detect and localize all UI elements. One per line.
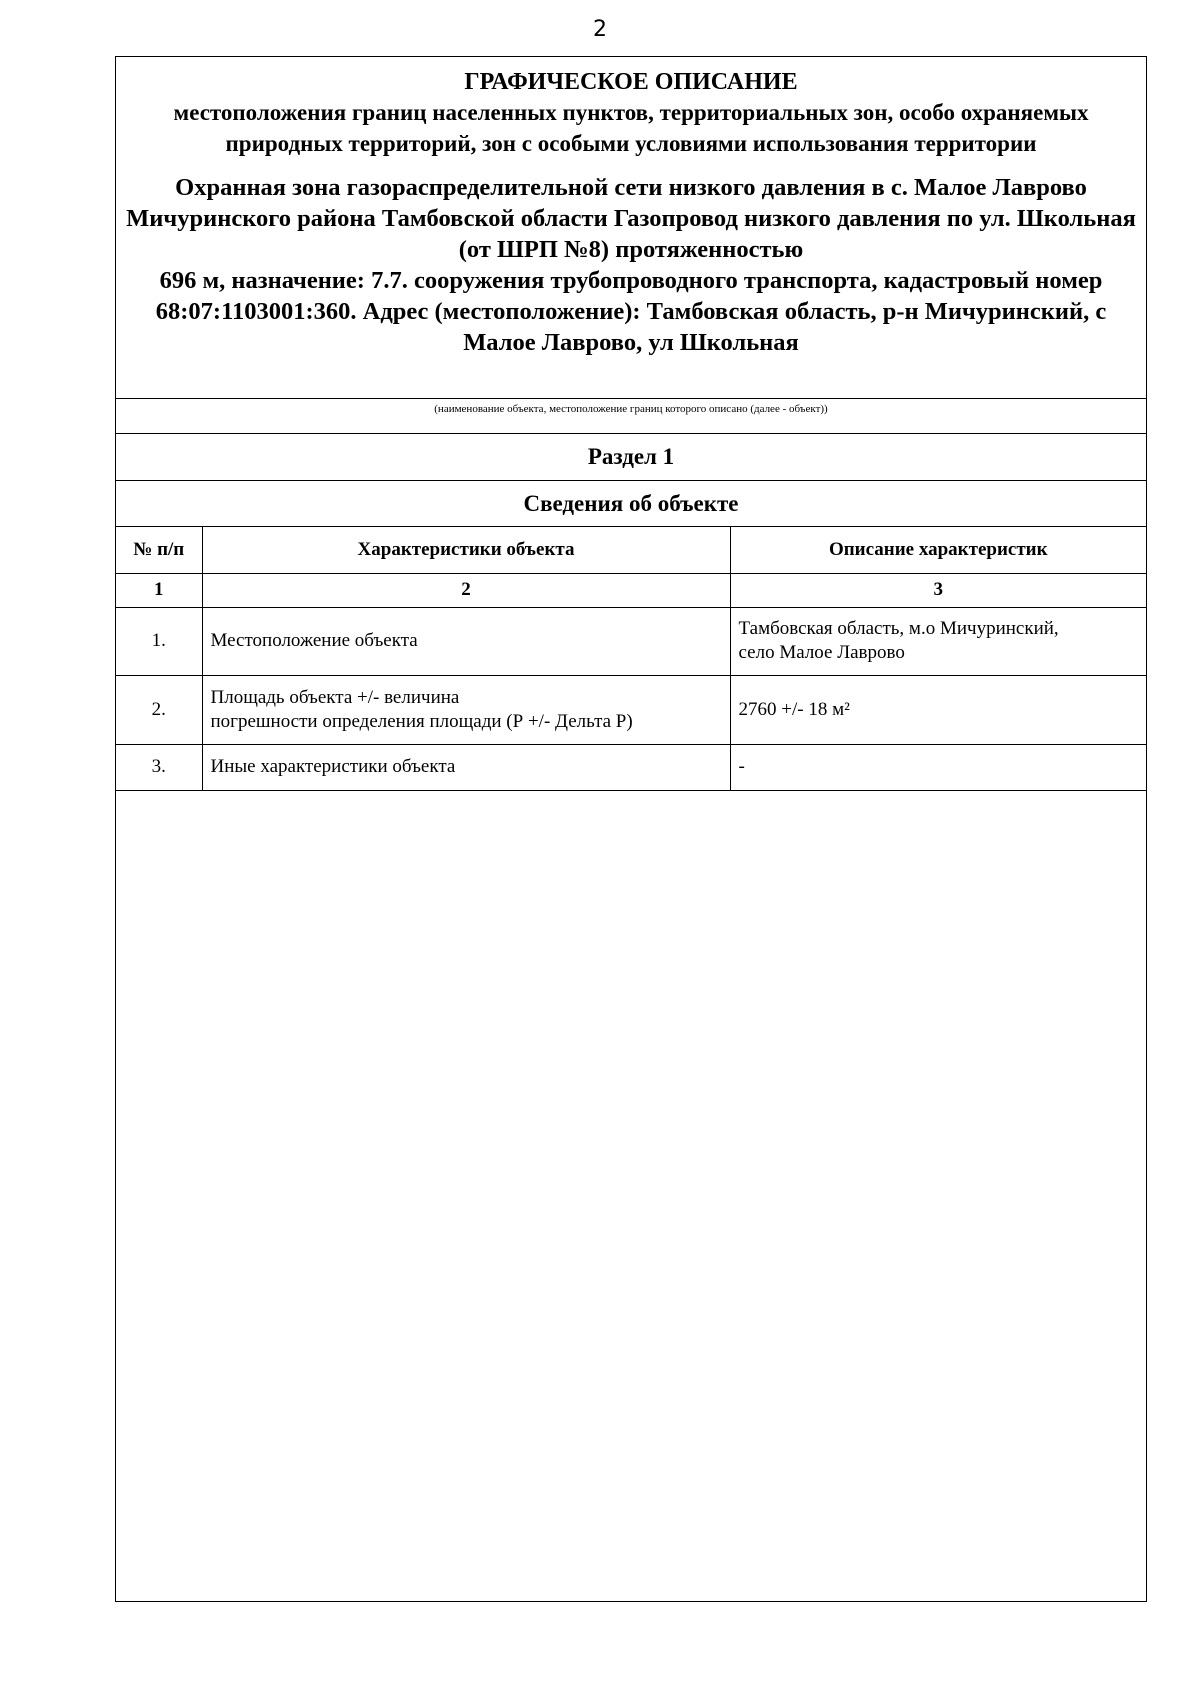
table-header-row bbox=[116, 527, 1146, 573]
object-name bbox=[116, 172, 1146, 358]
column-number: 2 bbox=[202, 573, 730, 607]
row-characteristic: Местоположение объекта bbox=[202, 607, 730, 675]
table-row bbox=[116, 675, 1146, 744]
object-note: (наименование объекта, местоположение границ которого описано (далее - объект)) bbox=[116, 399, 1146, 434]
object-name-part1: Охранная зона газораспределительной сети низкого давления в с. Малое Лаврово Мичуринского района Тамбовской области Газопровод низкого давления по ул. Школьная (от ШРП №8) протяженностью bbox=[126, 174, 1136, 263]
object-info-table bbox=[116, 527, 1146, 791]
column-header-number: № п/п bbox=[116, 527, 202, 573]
row-number: 1. bbox=[116, 607, 202, 675]
table-row bbox=[116, 607, 1146, 675]
section-title: Раздел 1 bbox=[116, 434, 1146, 481]
row-number: 3. bbox=[116, 744, 202, 790]
page-number: 2 bbox=[593, 17, 607, 42]
column-header-characteristic: Характеристики объекта bbox=[202, 527, 730, 573]
column-header-description: Описание характеристик bbox=[730, 527, 1146, 573]
row-characteristic: Площадь объекта +/- величина погрешности определения площади (Р +/- Дельта Р) bbox=[202, 675, 730, 744]
table-row bbox=[116, 744, 1146, 790]
document-frame bbox=[115, 56, 1147, 1602]
row-description: - bbox=[730, 744, 1146, 790]
object-name-part2: 696 м, назначение: 7.7. сооружения трубопроводного транспорта, кадастровый номер 68:07:1103001:360. Адрес (местоположение): Тамбовская область, р-н Мичуринский, с Малое Лаврово, ул Школьная bbox=[155, 267, 1107, 356]
column-number-row bbox=[116, 573, 1146, 607]
row-characteristic: Иные характеристики объекта bbox=[202, 744, 730, 790]
row-number: 2. bbox=[116, 675, 202, 744]
column-number: 1 bbox=[116, 573, 202, 607]
row-description: Тамбовская область, м.о Мичуринский, село Малое Лаврово bbox=[730, 607, 1146, 675]
section-subtitle: Сведения об объекте bbox=[116, 481, 1146, 527]
document-header bbox=[116, 57, 1146, 399]
document-title: ГРАФИЧЕСКОЕ ОПИСАНИЕ bbox=[464, 69, 798, 95]
column-number: 3 bbox=[730, 573, 1146, 607]
row-description: 2760 +/- 18 м² bbox=[730, 675, 1146, 744]
document-subtitle: местоположения границ населенных пунктов, территориальных зон, особо охраняемых природных территорий, зон с особыми условиями использования территории bbox=[173, 100, 1089, 156]
